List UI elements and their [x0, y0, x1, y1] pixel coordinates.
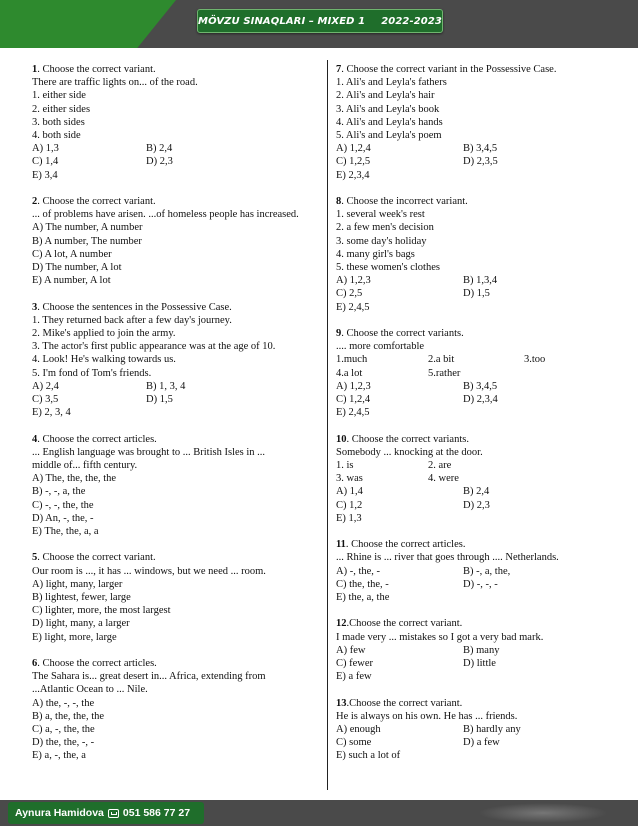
answer-option: D) 1,5	[146, 394, 173, 406]
question-heading: 5. Choose the correct variant.	[32, 552, 156, 564]
list-item: 2. Ali's and Leyla's hair	[336, 90, 435, 102]
question-stem: He is always on his own. He has ... friends.	[336, 710, 518, 722]
answer-option: D) a few	[463, 737, 500, 749]
answer-option: E) 2,4,5	[336, 301, 370, 313]
answer-option: A) The number, A number	[32, 222, 143, 234]
list-item: 4. many girl's bags	[336, 248, 415, 260]
list-item: 5. these women's clothes	[336, 262, 440, 274]
answer-option: D) 2,3	[146, 156, 173, 168]
question-stem: The Sahara is... great desert in... Africa, extending from	[32, 671, 266, 683]
list-item: 1. Ali's and Leyla's fathers	[336, 77, 447, 89]
answer-option: C) 1,4	[32, 156, 59, 168]
answer-option: D) little	[463, 658, 496, 670]
column-divider	[327, 60, 328, 790]
list-item: 1.much	[336, 354, 368, 366]
answer-option: C) 1,2	[336, 499, 363, 511]
answer-option: A) 1,3	[32, 143, 59, 155]
answer-options	[336, 274, 626, 314]
question-heading: 6. Choose the correct articles.	[32, 658, 157, 670]
answer-option: A) 2,4	[32, 380, 59, 392]
question-12	[336, 617, 626, 683]
answer-option: E) The, the, a, a	[32, 526, 99, 538]
right-column	[336, 63, 626, 776]
answer-options	[336, 644, 626, 684]
answer-option: B) a, the, the, the	[32, 710, 105, 722]
list-item: 2. a few men's decision	[336, 222, 434, 234]
phone-icon	[108, 809, 119, 818]
choice-items	[336, 353, 626, 379]
answer-option: B) hardly any	[463, 724, 521, 736]
question-heading: 1. Choose the correct variant.	[32, 64, 156, 75]
question-5	[32, 551, 322, 643]
answer-options	[336, 380, 626, 420]
answer-option: A) enough	[336, 724, 381, 736]
answer-option: A) light, many, larger	[32, 578, 123, 590]
question-stem: I made very ... mistakes so I got a very bad mark.	[336, 631, 544, 643]
question-11	[336, 538, 626, 604]
answer-option: C) 2,5	[336, 288, 363, 300]
question-heading: 10. Choose the correct variants.	[336, 433, 469, 445]
list-item: 4. Ali's and Leyla's hands	[336, 116, 443, 128]
list-item: 5. I'm fond of Tom's friends.	[32, 367, 152, 379]
answer-option: D) the, the, -, -	[32, 737, 95, 749]
list-item: 1. either side	[32, 90, 86, 102]
answer-option: B) 1, 3, 4	[146, 380, 186, 392]
answer-option: A) -, the, -	[336, 565, 381, 577]
choice-items	[336, 459, 626, 485]
question-heading: 2. Choose the correct variant.	[32, 196, 156, 208]
list-item: 3. both sides	[32, 116, 85, 128]
answer-option: E) 2,3,4	[336, 169, 370, 181]
answer-option: C) 1,2,4	[336, 394, 371, 406]
answer-option: E) such a lot of	[336, 750, 401, 762]
footer-highlight	[478, 803, 608, 823]
answer-option: A) 1,2,3	[336, 275, 371, 287]
question-7	[336, 63, 626, 182]
question-heading: 13.Choose the correct variant.	[336, 697, 463, 709]
answer-option: A) the, -, -, the	[32, 697, 95, 709]
answer-option: A) 1,2,4	[336, 143, 371, 155]
list-item: 5. Ali's and Leyla's poem	[336, 130, 442, 142]
question-heading: 9. Choose the correct variants.	[336, 328, 464, 340]
question-stem: Our room is ..., it has ... windows, but we need ... room.	[32, 565, 266, 577]
question-stem: ... of problems have arisen. ...of homeless people has increased.	[32, 209, 299, 221]
list-item: 3. The actor's first public appearance was at the age of 10.	[32, 341, 276, 353]
answer-option: C) A lot, A number	[32, 248, 112, 260]
header-title-box	[197, 9, 443, 33]
answer-option: D) The number, A lot	[32, 262, 122, 274]
question-stem: There are traffic lights on... of the road.	[32, 77, 198, 89]
question-heading: 12.Choose the correct variant.	[336, 618, 463, 630]
answer-option: D) 2,3,4	[463, 394, 498, 406]
question-stem: .... more comfortable	[336, 341, 425, 353]
header-accent	[0, 0, 176, 48]
question-3	[32, 301, 322, 420]
answer-option: E) light, more, large	[32, 631, 117, 643]
answer-options	[336, 485, 626, 525]
answer-option: D) 1,5	[463, 288, 490, 300]
question-6	[32, 657, 322, 763]
answer-option: C) 3,5	[32, 394, 59, 406]
question-stem: ...Atlantic Ocean to ... Nile.	[32, 684, 148, 696]
answer-option: E) 1,3	[336, 512, 362, 524]
answer-option: B) -, a, the,	[463, 565, 511, 577]
left-column	[32, 63, 322, 776]
answer-option: A) 1,2,3	[336, 380, 371, 392]
answer-option: B) 3,4,5	[463, 143, 498, 155]
answer-option: D) -, -, -	[463, 578, 498, 590]
list-item: 4.a lot	[336, 367, 363, 379]
answer-option: D) 2,3,5	[463, 156, 498, 168]
list-item: 4. Look! He's walking towards us.	[32, 354, 176, 366]
list-item: 5.rather	[428, 367, 461, 379]
answer-option: E) 2,4,5	[336, 407, 370, 419]
answer-option: B) 3,4,5	[463, 380, 498, 392]
question-heading: 4. Choose the correct articles.	[32, 433, 157, 445]
answer-options	[336, 565, 626, 605]
answer-option: C) some	[336, 737, 372, 749]
answer-option: C) the, the, -	[336, 578, 389, 590]
answer-option: B) 2,4	[146, 143, 173, 155]
list-item: 3. Ali's and Leyla's book	[336, 103, 440, 115]
question-13	[336, 697, 626, 763]
question-10	[336, 433, 626, 525]
answer-option: E) the, a, the	[336, 592, 390, 604]
question-stem: Somebody ... knocking at the door.	[336, 446, 483, 458]
author-name: Aynura Hamidova	[15, 807, 104, 819]
question-4	[32, 433, 322, 539]
question-stem: ... Rhine is ... river that goes through .... Netherlands.	[336, 552, 559, 564]
answer-option: D) 2,3	[463, 499, 490, 511]
answer-option: C) a, -, the, the	[32, 724, 95, 736]
answer-option: E) 3,4	[32, 169, 58, 181]
answer-options	[32, 142, 322, 182]
question-9	[336, 327, 626, 419]
answer-option: B) A number, The number	[32, 235, 142, 247]
list-item: 3. some day's holiday	[336, 235, 427, 247]
list-item: 3.too	[524, 354, 546, 366]
answer-options	[336, 723, 626, 763]
answer-option: C) fewer	[336, 658, 374, 670]
answer-option: E) 2, 3, 4	[32, 407, 71, 419]
answer-option: A) 1,4	[336, 486, 363, 498]
list-item: 4. were	[428, 473, 459, 485]
list-item: 2.a bit	[428, 354, 455, 366]
answer-option: A) The, the, the, the	[32, 473, 117, 485]
answer-option: B) 1,3,4	[463, 275, 498, 287]
answer-option: D) An, -, the, -	[32, 512, 94, 524]
question-8	[336, 195, 626, 314]
answer-options	[32, 380, 322, 420]
header-year: 2022-2023	[381, 15, 442, 27]
page-footer	[0, 800, 638, 826]
answer-option: E) A number, A lot	[32, 275, 111, 287]
question-2	[32, 195, 322, 287]
question-stem: middle of... fifth century.	[32, 460, 138, 472]
list-item: 4. both side	[32, 130, 81, 142]
answer-option: B) 2,4	[463, 486, 490, 498]
author-tag	[8, 802, 204, 824]
answer-option: B) many	[463, 644, 500, 656]
list-item: 2. either sides	[32, 103, 91, 115]
header-title: MÖVZU SINAQLARI – MIXED 1	[198, 15, 366, 27]
answer-options	[336, 142, 626, 182]
answer-option: B) lightest, fewer, large	[32, 592, 131, 604]
question-1	[32, 63, 322, 182]
answer-option: C) -, -, the, the	[32, 499, 94, 511]
answer-option: E) a, -, the, a	[32, 750, 86, 762]
list-item: 2. Mike's applied to join the army.	[32, 328, 176, 340]
list-item: 3. was	[336, 473, 363, 485]
question-heading: 11. Choose the correct articles.	[336, 539, 466, 551]
question-heading: 7. Choose the correct variant in the Possessive Case.	[336, 64, 557, 75]
list-item: 2. are	[428, 460, 452, 472]
question-heading: 8. Choose the incorrect variant.	[336, 196, 468, 208]
answer-option: B) -, -, a, the	[32, 486, 86, 498]
author-phone: 051 586 77 27	[122, 807, 191, 819]
answer-option: D) light, many, a larger	[32, 618, 130, 630]
question-stem: ... English language was brought to ... British Isles in ...	[32, 446, 266, 458]
answer-option: A) few	[336, 644, 366, 656]
answer-option: C) 1,2,5	[336, 156, 371, 168]
question-heading: 3. Choose the sentences in the Possessive Case.	[32, 301, 232, 313]
page-header	[0, 0, 638, 48]
answer-option: C) lighter, more, the most largest	[32, 605, 171, 617]
list-item: 1. They returned back after a few day's journey.	[32, 314, 232, 326]
answer-option: E) a few	[336, 671, 372, 683]
list-item: 1. several week's rest	[336, 209, 425, 221]
list-item: 1. is	[336, 460, 354, 472]
